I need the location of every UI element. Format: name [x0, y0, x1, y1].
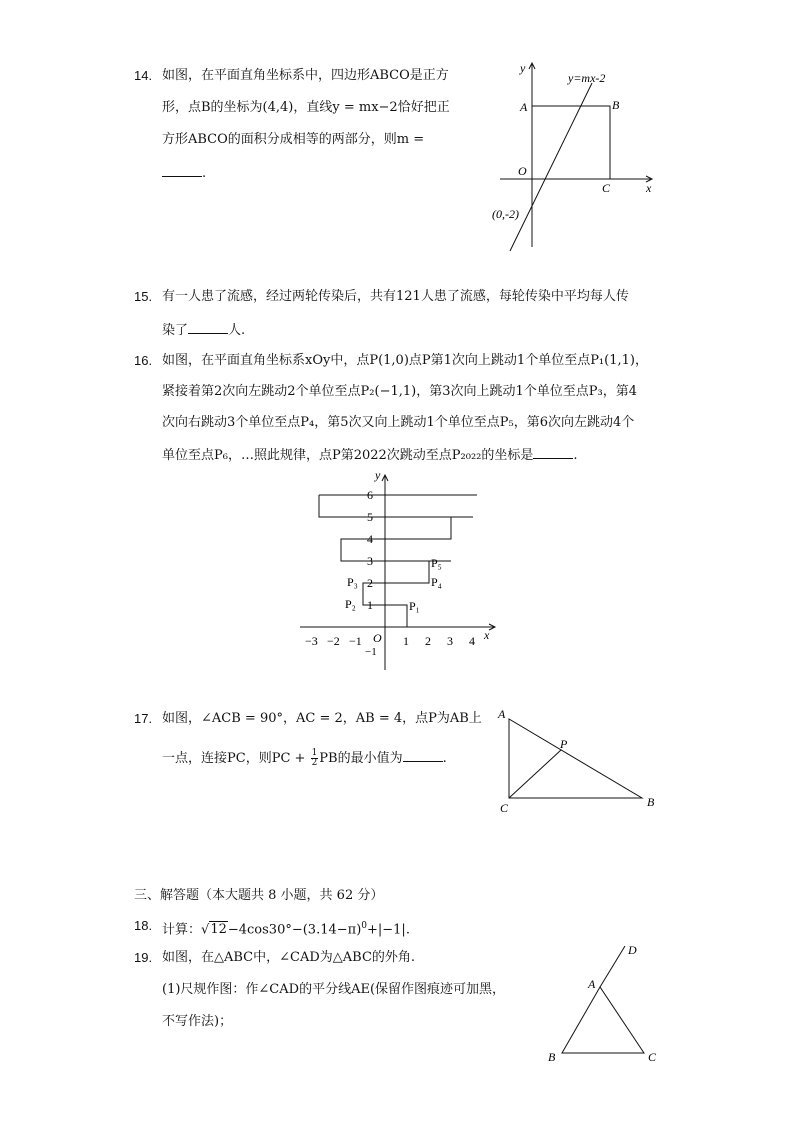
q16-label-neg-one: −1	[365, 646, 377, 658]
q16-line-1: 如图，在平面直角坐标系xOy中，点P(1,0)点P第1次向上跳动1个单位至点P₁(1,1)，	[162, 353, 648, 368]
x-tick-neg3: −3	[305, 634, 318, 648]
q14-label-c: C	[602, 181, 611, 195]
q14-tail: .	[202, 166, 207, 181]
q19-label-b: B	[548, 1050, 556, 1064]
q14-label-a: A	[520, 100, 528, 114]
q16-line-3: 次向右跳动3个单位至点P₄，第5次又向上跳动1个单位至点P₅，第6次向左跳动4个	[162, 415, 635, 430]
y-tick-5: 5	[367, 510, 373, 524]
triangle-abc	[562, 987, 644, 1053]
y-tick-1: 1	[367, 598, 373, 612]
answer-blank	[162, 164, 202, 177]
q14-label-y: y	[520, 61, 526, 75]
q16-line-4-pre: 单位至点P₆，…照此规律，点P第2022次跳动至点P₂₀₂₂的坐标是	[162, 448, 534, 463]
q19-line-1: 如图，在△ABC中，∠CAD为△ABC的外角.	[162, 950, 416, 965]
label-p2: P₂	[345, 597, 356, 611]
q14-label-x: x	[646, 181, 652, 195]
q18-expression	[162, 918, 410, 938]
fraction-denominator: 2	[311, 758, 318, 768]
q14-line-3: 方形ABCO的面积分成相等的两部分，则m =	[162, 132, 425, 147]
q17-label-c: C	[500, 801, 509, 815]
q17-line-2-mid: PB的最小值为	[319, 751, 403, 766]
q17-label-p: P	[560, 737, 568, 751]
y-tick-3: 3	[367, 554, 373, 568]
q19-number: 19.	[134, 950, 153, 965]
q19-line-2: (1)尺规作图：作∠CAD的平分线AE(保留作图痕迹可加黑，	[162, 982, 506, 997]
q16-label-o: O	[373, 631, 382, 645]
x-tick-2: 2	[425, 634, 431, 648]
square-abco	[532, 106, 610, 179]
q14-label-o: O	[518, 164, 527, 178]
answer-blank	[188, 321, 228, 334]
triangle-abc	[509, 719, 642, 798]
x-tick-4: 4	[469, 634, 475, 648]
q18-number: 18.	[134, 918, 153, 933]
q19-line-3: 不写作法)；	[162, 1014, 233, 1029]
segment-pc	[509, 750, 561, 798]
q16-line-4-post: .	[573, 448, 578, 463]
q19-figure	[540, 940, 670, 1070]
q17-line-2-pre: 一点，连接PC，则PC +	[162, 751, 306, 766]
x-tick-neg1: −1	[349, 634, 362, 648]
y-tick-2: 2	[367, 576, 373, 590]
q16-label-x: x	[484, 628, 490, 642]
label-p4: P₄	[431, 575, 442, 589]
q15-line-2-post: 人.	[228, 323, 246, 338]
q14-number: 14.	[134, 68, 153, 83]
q15-number: 15.	[134, 289, 153, 304]
q14-figure	[480, 55, 670, 255]
q16-line-4	[162, 446, 578, 464]
q14-label-line: y=mx-2	[568, 71, 606, 85]
q15-line-2	[162, 321, 245, 339]
q16-label-y: y	[375, 468, 381, 482]
q19-label-a: A	[588, 977, 596, 991]
ray-ad	[600, 946, 625, 987]
q19-label-c: C	[648, 1050, 657, 1064]
label-p5: P₅	[431, 556, 442, 570]
q15-line-2-pre: 染了	[162, 323, 189, 338]
answer-blank	[403, 749, 443, 762]
q17-label-b: B	[647, 795, 655, 809]
q16-line-2: 紧接着第2次向左跳动2个单位至点P₂(−1,1)，第3次向上跳动1个单位至点P₃，第4	[162, 384, 637, 399]
q17-line-1: 如图，∠ACB = 90°，AC = 2，AB = 4，点P为AB上	[162, 711, 482, 726]
label-p1: P₁	[409, 599, 420, 613]
answer-blank	[533, 446, 573, 459]
q14-line-1: 如图，在平面直角坐标系中，四边形ABCO是正方	[162, 68, 449, 83]
q14-label-point: (0,-2)	[492, 207, 519, 221]
q18-pre: 计算：	[162, 922, 202, 938]
q18-post: +|−1|.	[367, 922, 410, 938]
power-zero: 0	[361, 921, 367, 931]
y-tick-4: 4	[367, 532, 373, 546]
q16-number: 16.	[134, 353, 153, 368]
x-tick-3: 3	[447, 634, 453, 648]
q17-line-2-post: .	[442, 751, 447, 766]
q15-line-1: 有一人患了流感，经过两轮传染后，共有121人患了流感，每轮传染中平均每人传	[162, 289, 629, 304]
q17-number: 17.	[134, 711, 153, 726]
q17-figure	[490, 700, 670, 820]
q14-answer-line	[162, 164, 206, 182]
q14-label-b: B	[612, 98, 620, 112]
fraction-one-half	[311, 749, 319, 768]
q17-line-2	[162, 749, 447, 768]
y-tick-6: 6	[367, 488, 373, 502]
fraction-numerator: 1	[311, 748, 318, 758]
q18-expr: −4cos30°−(3.14−π)	[227, 922, 362, 938]
q17-label-a: A	[498, 707, 506, 721]
sqrt-sign: √	[201, 922, 210, 938]
q16-figure	[295, 465, 505, 675]
label-p3: P₃	[347, 575, 358, 589]
x-tick-1: 1	[403, 634, 409, 648]
q19-label-d: D	[628, 943, 637, 957]
radicand: 12	[210, 922, 227, 938]
section-3-title: 三、解答题（本大题共 8 小题，共 62 分）	[134, 888, 384, 903]
x-tick-neg2: −2	[327, 634, 340, 648]
q14-line-2: 形，点B的坐标为(4,4)，直线y = mx−2恰好把正	[162, 100, 450, 115]
